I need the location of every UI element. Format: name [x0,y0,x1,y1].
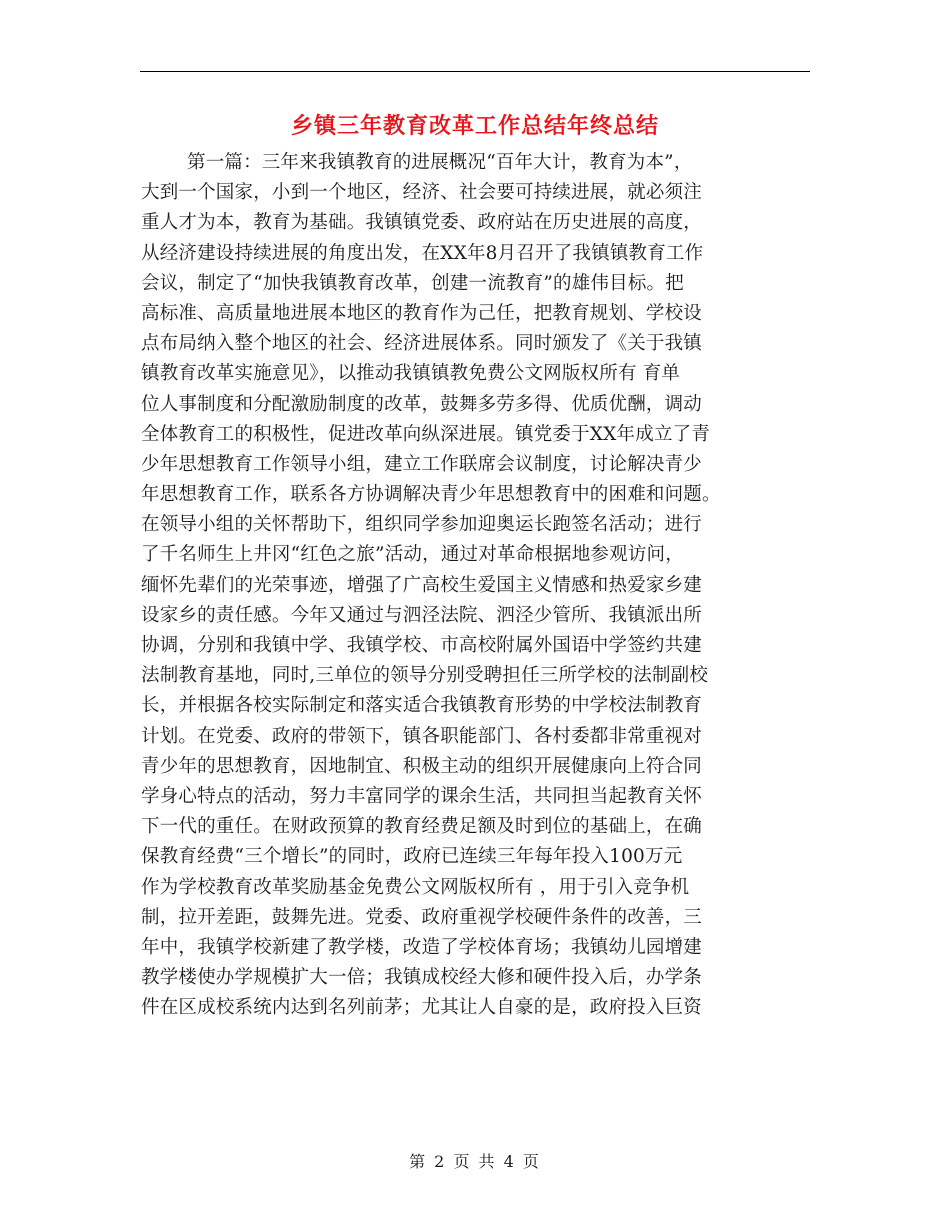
text-line: 教学楼使办学规模扩大一倍；我镇成校经大修和硬件投入后，办学条 [141,967,703,989]
text-line: 会议，制定了“加快我镇教育改革，创建一流教育”的雄伟目标。把 [141,272,684,294]
text-line: 协调，分别和我镇中学、我镇学校、市高校附属外国语中学签约共建 [141,635,703,656]
text-line: 重人才为本，教育为基础。我镇镇党委、政府站在历史进展的高度， [141,212,703,234]
text-line: 计划。在党委、政府的带领下，镇各职能部门、各村委都非常重视对 [141,725,703,747]
text-line: 在领导小组的关怀帮助下，组织同学参加迎奥运长跑签名活动；进行 [141,514,703,536]
text-line: 缅怀先辈们的光荣事迹，增强了广高校生爱国主义情感和热爱家乡建 [141,574,703,596]
text-line: 大到一个国家，小到一个地区，经济、社会要可持续进展，就必须注 [141,182,703,204]
text-line: 件在区成校系统内达到名列前茅；尤其让人自豪的是，政府投入巨资 [141,997,703,1019]
text-line: 全体教育工的积极性，促进改革向纵深进展。镇党委于XX年成立了青 [141,423,711,445]
text-line: 了千名师生上井冈“红色之旅”活动，通过对革命根据地参观访问， [141,544,684,566]
text-line: 少年思想教育工作领导小组，建立工作联席会议制度，讨论解决青少 [141,453,703,475]
text-line: 青少年的思想教育，因地制宜、积极主动的组织开展健康向上符合同 [141,755,703,777]
text-line: 设家乡的责任感。今年又通过与泗泾法院、泗泾少管所、我镇派出所 [141,604,703,626]
text-line: 镇教育改革实施意见》，以推动我镇镇教免费公文网版权所有 育单 [141,363,681,385]
page-number: 第 2 页 共 4 页 [409,1152,541,1171]
body-text [141,148,813,1023]
text-line: 法制教育基地，同时,三单位的领导分别受聘担任三所学校的法制副校 [141,665,709,687]
text-line: 长，并根据各校实际制定和落实适合我镇教育形势的中学校法制教育 [141,695,703,717]
text-line: 从经济建设持续进展的角度出发，在XX年8月召开了我镇镇教育工作 [141,242,704,264]
text-line: 第一篇：三年来我镇教育的进展概况“百年大计，教育为本”， [187,152,693,173]
text-line: 学身心特点的活动，努力丰富同学的课余生活，共同担当起教育关怀 [141,785,703,807]
text-line: 位人事制度和分配激励制度的改革，鼓舞多劳多得、优质优酬，调动 [141,393,703,415]
document-title: 乡镇三年教育改革工作总结年终总结 [290,113,659,139]
text-line: 保教育经费“三个增长”的同时，政府已连续三年每年投入100万元 [141,846,683,868]
text-line: 高标准、高质量地进展本地区的教育作为己任，把教育规划、学校设 [141,302,703,324]
text-line: 年中，我镇学校新建了教学楼，改造了学校体育场；我镇幼儿园增建 [141,936,703,958]
text-line: 年思想教育工作，联系各方协调解决青少年思想教育中的困难和问题。 [141,484,721,506]
text-line: 下一代的重任。在财政预算的教育经费足额及时到位的基础上，在确 [141,816,703,838]
text-line: 点布局纳入整个地区的社会、经济进展体系。同时颁发了《关于我镇 [141,333,703,355]
header-rule [140,71,810,72]
text-line: 制，拉开差距，鼓舞先进。党委、政府重视学校硬件条件的改善，三 [141,906,703,928]
text-line: 作为学校教育改革奖励基金免费公文网版权所有 ，用于引入竞争机 [141,876,690,898]
